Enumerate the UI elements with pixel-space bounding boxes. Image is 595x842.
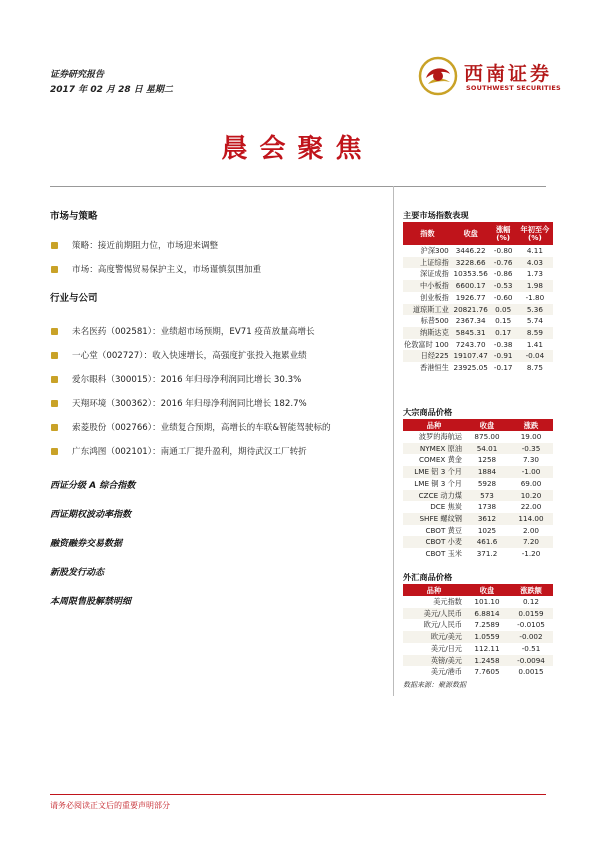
- row-name: 波罗的海航运: [418, 432, 462, 441]
- table-row: [403, 327, 553, 339]
- row-value: 22.00: [520, 502, 542, 512]
- list-item[interactable]: 一心堂（002727）：收入快速增长，高强度扩张投入拖累业绩: [50, 344, 390, 368]
- list-item[interactable]: 策略：接近前期阻力位，市场迎来调整: [50, 234, 390, 258]
- row-value: 10353.56: [453, 269, 488, 279]
- col-header: 涨幅(%): [490, 223, 517, 245]
- bullet-icon: [51, 352, 58, 359]
- column-divider: [393, 186, 394, 696]
- row-name: 纳斯达克: [403, 327, 452, 339]
- bullet-icon: [51, 328, 58, 335]
- table-row: [403, 431, 553, 443]
- row-name: 伦敦富时 100: [404, 339, 449, 349]
- row-name: 道琼斯工业: [403, 304, 452, 316]
- row-name: 上证综指: [403, 257, 452, 269]
- table-row: [403, 466, 553, 478]
- table-row: [403, 490, 553, 502]
- row-name: 欧元/人民币: [423, 620, 462, 630]
- row-value: 4.11: [526, 246, 543, 255]
- row-value: -0.35: [509, 443, 553, 455]
- table-row: [403, 608, 553, 620]
- table-row: [403, 268, 553, 280]
- row-name: NYMEX 原油: [403, 443, 465, 455]
- row-value: -1.00: [509, 466, 553, 478]
- table-row: [403, 548, 553, 560]
- row-name: SHFE 螺纹钢: [403, 513, 465, 525]
- link-ipo[interactable]: 新股发行动态: [50, 568, 105, 578]
- bullet-icon: [51, 448, 58, 455]
- row-value: -0.86: [493, 269, 513, 279]
- list-item[interactable]: 广东鸿图（002101）：南通工厂提升盈利，期待武汉工厂转折: [50, 440, 390, 464]
- col-header: 收盘: [465, 420, 509, 431]
- table-row: [403, 443, 553, 455]
- row-value: 101.10: [474, 597, 500, 606]
- bullet-icon: [51, 266, 58, 273]
- row-value: 1.2458: [465, 655, 509, 667]
- row-name: 日经225: [403, 350, 452, 362]
- link-volatility-index[interactable]: 西证期权波动率指数: [50, 510, 132, 520]
- row-value: 1884: [465, 466, 509, 478]
- link-margin-data[interactable]: 融资融券交易数据: [50, 539, 123, 549]
- row-value: 573: [465, 490, 509, 502]
- row-value: 0.15: [495, 316, 512, 326]
- row-value: 6.8814: [465, 608, 509, 620]
- row-value: 4.03: [517, 257, 553, 269]
- row-value: 1.41: [526, 339, 543, 349]
- market-index-panel: [403, 207, 553, 374]
- row-value: 10.20: [509, 490, 553, 502]
- row-value: 69.00: [520, 478, 542, 488]
- row-name: 创业板指: [420, 292, 449, 302]
- row-value: 8.59: [517, 327, 553, 339]
- row-value: 19.00: [520, 432, 542, 441]
- row-name: 美元/港币: [430, 667, 462, 677]
- section-heading-strategy: 市场与策略: [50, 211, 98, 222]
- row-name: 香港恒生: [420, 363, 449, 373]
- table-row: [403, 655, 553, 667]
- row-value: -0.51: [521, 643, 541, 653]
- row-value: 2.00: [522, 525, 539, 535]
- table-row: [403, 666, 553, 678]
- link-headings: [50, 476, 390, 621]
- row-value: 7.7605: [474, 667, 500, 677]
- bullet-icon: [51, 376, 58, 383]
- logo-name-cn: 西南证券: [464, 63, 553, 85]
- row-name: LME 铜 3 个月: [414, 478, 462, 488]
- market-table-title: 主要市场指数表现: [403, 207, 553, 223]
- footer-divider: [50, 794, 546, 795]
- table-row: [403, 596, 553, 608]
- row-value: -1.20: [521, 549, 541, 559]
- row-value: 0.0159: [509, 608, 553, 620]
- row-name: LME 铝 3 个月: [403, 466, 465, 478]
- title-divider: [50, 186, 546, 187]
- fx-table: [403, 585, 553, 678]
- row-value: 1926.77: [455, 292, 486, 302]
- row-value: -0.91: [490, 350, 517, 362]
- row-name: 深证成指: [420, 269, 449, 279]
- row-name: 沪深300: [420, 246, 449, 255]
- table-row: [403, 304, 553, 316]
- row-value: 3228.66: [452, 257, 490, 269]
- list-item[interactable]: 爱尔眼科（300015）：2016 年归母净利润同比增长 30.3%: [50, 368, 390, 392]
- row-value: -0.002: [509, 631, 553, 643]
- row-value: 3446.22: [455, 246, 486, 255]
- col-header: 指数: [403, 223, 452, 245]
- row-value: -1.80: [525, 292, 545, 302]
- row-value: 6600.17: [452, 280, 490, 292]
- col-header: 品种: [403, 585, 465, 596]
- row-value: 0.0015: [518, 667, 544, 677]
- left-column: [50, 208, 390, 464]
- row-name: 美元/人民币: [403, 608, 465, 620]
- table-row: [403, 245, 553, 257]
- row-name: 美元指数: [433, 597, 462, 606]
- page-title: 晨会聚焦: [221, 134, 374, 164]
- section-heading-company: 行业与公司: [50, 293, 98, 304]
- row-name: 欧元/美元: [403, 631, 465, 643]
- table-row: [403, 643, 553, 655]
- row-value: -0.60: [493, 292, 513, 302]
- row-value: 20821.76: [453, 304, 488, 314]
- list-item[interactable]: 市场：高度警惕贸易保护主义，市场谨慎氛围加重: [50, 258, 390, 282]
- row-value: 1738: [477, 502, 497, 512]
- row-value: -0.17: [493, 363, 513, 373]
- row-value: -0.0105: [517, 620, 545, 630]
- row-name: CBOT 黄豆: [425, 525, 462, 535]
- commodity-panel: [403, 404, 553, 560]
- table-row: [403, 292, 553, 304]
- col-header: 品种: [403, 420, 465, 431]
- table-row: [403, 280, 553, 292]
- fx-panel: [403, 569, 553, 690]
- data-source: 数据来源：聚源数据: [403, 680, 466, 689]
- bullet-icon: [51, 400, 58, 407]
- row-value: 875.00: [474, 432, 500, 441]
- row-name: CBOT 玉米: [425, 549, 462, 559]
- bullet-icon: [51, 242, 58, 249]
- row-value: 54.01: [465, 443, 509, 455]
- row-value: -0.04: [517, 350, 553, 362]
- table-row: [403, 501, 553, 513]
- report-type: 证券研究报告: [50, 70, 105, 80]
- row-value: 7.30: [522, 455, 539, 465]
- row-name: 中小板指: [403, 280, 452, 292]
- row-value: 5928: [477, 478, 497, 488]
- table-row: [403, 350, 553, 362]
- row-value: -0.0094: [509, 655, 553, 667]
- row-value: 2367.34: [455, 316, 486, 326]
- row-value: 19107.47: [453, 351, 488, 361]
- link-unlock[interactable]: 本周限售股解禁明细: [50, 597, 132, 607]
- table-row: [403, 525, 553, 537]
- row-value: 5.36: [517, 304, 553, 316]
- row-value: 1.73: [526, 269, 543, 279]
- row-value: 0.12: [522, 597, 539, 606]
- row-value: 371.2: [476, 549, 498, 559]
- row-value: 1025: [477, 525, 497, 535]
- row-value: 5845.31: [452, 327, 490, 339]
- row-name: CZCE 动力煤: [403, 490, 465, 502]
- row-value: 8.75: [526, 363, 543, 373]
- commodity-table: [403, 420, 553, 560]
- col-header: 涨跌: [509, 420, 553, 431]
- row-value: -0.80: [493, 246, 513, 255]
- row-value: 461.6: [465, 536, 509, 548]
- list-item[interactable]: 索菱股份（002766）：业绩复合预期，高增长的车联&智能驾驶标的: [50, 416, 390, 440]
- col-header: 涨跌额: [509, 585, 553, 596]
- table-row: [403, 619, 553, 631]
- report-date: 2017 年 02 月 28 日 星期二: [50, 85, 173, 95]
- row-value: 7.20: [509, 536, 553, 548]
- table-row: [403, 478, 553, 490]
- list-item[interactable]: 天翔环境（300362）：2016 年归母净利润同比增长 182.7%: [50, 392, 390, 416]
- table-row: [403, 631, 553, 643]
- row-value: 23925.05: [453, 363, 488, 373]
- logo-name-en: SOUTHWEST SECURITIES: [466, 84, 561, 92]
- col-header: 收盘: [465, 585, 509, 596]
- row-value: -0.76: [490, 257, 517, 269]
- row-value: 1.98: [517, 280, 553, 292]
- row-name: COMEX 黄金: [418, 455, 462, 465]
- table-row: [403, 536, 553, 548]
- col-header: 收盘: [452, 223, 490, 245]
- footer-disclaimer: 请务必阅读正文后的重要声明部分: [50, 801, 170, 810]
- table-row: [403, 362, 553, 374]
- fx-table-title: 外汇商品价格: [403, 569, 553, 585]
- table-row: [403, 339, 553, 351]
- report-header: [50, 68, 173, 98]
- link-index-a[interactable]: 西证分级 A 综合指数: [50, 481, 136, 491]
- row-value: 7.2589: [474, 620, 500, 630]
- row-name: 标普500: [420, 316, 449, 326]
- bullet-icon: [51, 424, 58, 431]
- row-value: 112.11: [474, 643, 500, 653]
- row-name: CBOT 小麦: [403, 536, 465, 548]
- row-value: 1.0559: [465, 631, 509, 643]
- row-value: 5.74: [526, 316, 543, 326]
- row-name: 美元/日元: [430, 643, 462, 653]
- company-logo: [418, 56, 568, 96]
- row-value: 114.00: [509, 513, 553, 525]
- commodity-table-title: 大宗商品价格: [403, 404, 553, 420]
- row-name: DCE 焦炭: [430, 502, 462, 512]
- table-row: [403, 454, 553, 466]
- col-header: 年初至今(%): [517, 223, 553, 245]
- list-item[interactable]: 未名医药（002581）：业绩超市场预期，EV71 疫苗放量高增长: [50, 320, 390, 344]
- row-value: 3612: [465, 513, 509, 525]
- row-value: -0.53: [490, 280, 517, 292]
- logo-emblem-icon: [418, 56, 458, 96]
- row-value: 7243.70: [455, 339, 486, 349]
- table-row: [403, 315, 553, 327]
- row-value: -0.38: [493, 339, 513, 349]
- row-value: 1258: [477, 455, 497, 465]
- table-row: [403, 257, 553, 269]
- row-value: 0.05: [490, 304, 517, 316]
- row-value: 0.17: [490, 327, 517, 339]
- row-name: 英镑/美元: [403, 655, 465, 667]
- market-table: [403, 223, 553, 374]
- table-row: [403, 513, 553, 525]
